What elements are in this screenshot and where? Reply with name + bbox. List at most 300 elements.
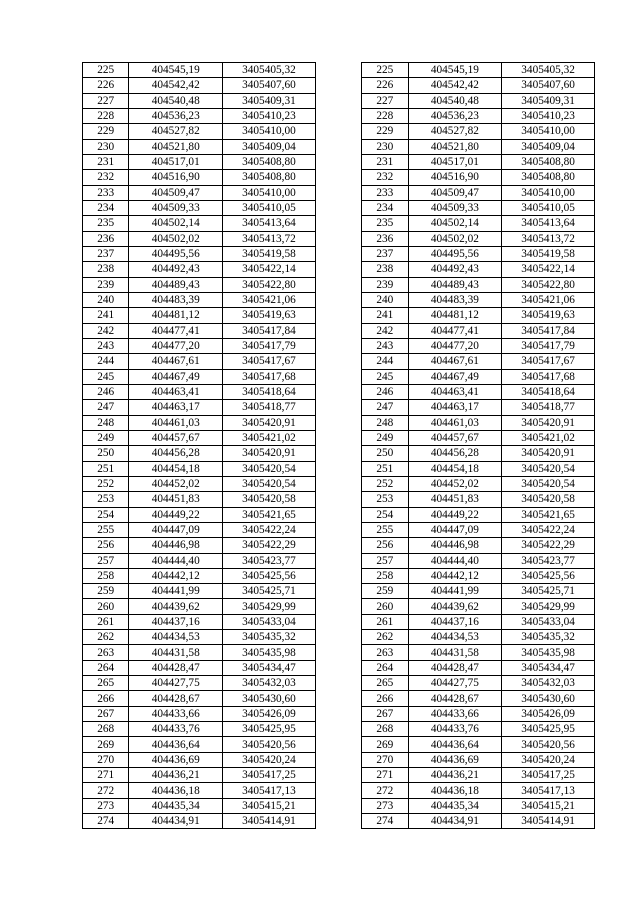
- y-coordinate-cell: 3405410,00: [223, 124, 316, 139]
- y-coordinate-cell-repeat: 3405409,04: [502, 139, 595, 154]
- point-number-cell-repeat: 250: [362, 446, 408, 461]
- x-coordinate-cell: 404439,62: [129, 599, 223, 614]
- point-number-cell-repeat: 225: [362, 63, 408, 78]
- y-coordinate-cell-repeat: 3405417,25: [502, 768, 595, 783]
- point-number-cell: 267: [83, 706, 129, 721]
- point-number-cell-repeat: 253: [362, 492, 408, 507]
- x-coordinate-cell: 404467,61: [129, 354, 223, 369]
- column-gap: [315, 354, 361, 369]
- table-row: [83, 614, 595, 629]
- point-number-cell: 234: [83, 200, 129, 215]
- coordinates-table-body: [83, 63, 595, 829]
- point-number-cell-repeat: 240: [362, 292, 408, 307]
- column-gap: [315, 292, 361, 307]
- point-number-cell-repeat: 226: [362, 78, 408, 93]
- column-gap: [315, 538, 361, 553]
- y-coordinate-cell-repeat: 3405429,99: [502, 599, 595, 614]
- point-number-cell-repeat: 241: [362, 308, 408, 323]
- point-number-cell: 225: [83, 63, 129, 78]
- column-gap: [315, 139, 361, 154]
- y-coordinate-cell-repeat: 3405426,09: [502, 706, 595, 721]
- x-coordinate-cell-repeat: 404442,12: [408, 568, 502, 583]
- point-number-cell: 252: [83, 476, 129, 491]
- point-number-cell: 268: [83, 722, 129, 737]
- point-number-cell-repeat: 264: [362, 660, 408, 675]
- point-number-cell-repeat: 267: [362, 706, 408, 721]
- column-gap: [315, 200, 361, 215]
- point-number-cell-repeat: 256: [362, 538, 408, 553]
- point-number-cell-repeat: 227: [362, 93, 408, 108]
- y-coordinate-cell-repeat: 3405430,60: [502, 691, 595, 706]
- column-gap: [315, 476, 361, 491]
- x-coordinate-cell-repeat: 404477,20: [408, 338, 502, 353]
- column-gap: [315, 277, 361, 292]
- point-number-cell: 248: [83, 415, 129, 430]
- x-coordinate-cell: 404436,18: [129, 783, 223, 798]
- x-coordinate-cell-repeat: 404434,53: [408, 630, 502, 645]
- point-number-cell-repeat: 254: [362, 507, 408, 522]
- point-number-cell-repeat: 242: [362, 323, 408, 338]
- y-coordinate-cell: 3405425,71: [223, 584, 316, 599]
- column-gap: [315, 752, 361, 767]
- x-coordinate-cell: 404452,02: [129, 476, 223, 491]
- point-number-cell-repeat: 232: [362, 170, 408, 185]
- point-number-cell-repeat: 230: [362, 139, 408, 154]
- table-row: [83, 63, 595, 78]
- point-number-cell: 239: [83, 277, 129, 292]
- y-coordinate-cell-repeat: 3405413,64: [502, 216, 595, 231]
- table-row: [83, 400, 595, 415]
- x-coordinate-cell: 404436,64: [129, 737, 223, 752]
- point-number-cell: 236: [83, 231, 129, 246]
- column-gap: [315, 507, 361, 522]
- table-row: [83, 507, 595, 522]
- y-coordinate-cell-repeat: 3405414,91: [502, 814, 595, 829]
- point-number-cell: 228: [83, 108, 129, 123]
- x-coordinate-cell: 404477,20: [129, 338, 223, 353]
- y-coordinate-cell: 3405430,60: [223, 691, 316, 706]
- y-coordinate-cell: 3405417,67: [223, 354, 316, 369]
- y-coordinate-cell-repeat: 3405422,14: [502, 262, 595, 277]
- x-coordinate-cell: 404433,66: [129, 706, 223, 721]
- y-coordinate-cell-repeat: 3405417,84: [502, 323, 595, 338]
- column-gap: [315, 369, 361, 384]
- x-coordinate-cell: 404461,03: [129, 415, 223, 430]
- column-gap: [315, 231, 361, 246]
- x-coordinate-cell-repeat: 404428,67: [408, 691, 502, 706]
- x-coordinate-cell-repeat: 404527,82: [408, 124, 502, 139]
- y-coordinate-cell: 3405420,58: [223, 492, 316, 507]
- point-number-cell: 245: [83, 369, 129, 384]
- y-coordinate-cell-repeat: 3405417,79: [502, 338, 595, 353]
- table-row: [83, 185, 595, 200]
- point-number-cell: 231: [83, 154, 129, 169]
- column-gap: [315, 691, 361, 706]
- point-number-cell: 226: [83, 78, 129, 93]
- column-gap: [315, 170, 361, 185]
- y-coordinate-cell: 3405421,65: [223, 507, 316, 522]
- point-number-cell-repeat: 262: [362, 630, 408, 645]
- y-coordinate-cell: 3405418,77: [223, 400, 316, 415]
- y-coordinate-cell: 3405421,02: [223, 430, 316, 445]
- column-gap: [315, 568, 361, 583]
- table-row: [83, 645, 595, 660]
- x-coordinate-cell-repeat: 404489,43: [408, 277, 502, 292]
- table-row: [83, 246, 595, 261]
- x-coordinate-cell-repeat: 404483,39: [408, 292, 502, 307]
- point-number-cell: 271: [83, 768, 129, 783]
- y-coordinate-cell-repeat: 3405413,72: [502, 231, 595, 246]
- y-coordinate-cell: 3405419,63: [223, 308, 316, 323]
- point-number-cell-repeat: 261: [362, 614, 408, 629]
- point-number-cell-repeat: 255: [362, 522, 408, 537]
- x-coordinate-cell: 404436,21: [129, 768, 223, 783]
- point-number-cell: 232: [83, 170, 129, 185]
- table-row: [83, 768, 595, 783]
- x-coordinate-cell-repeat: 404436,21: [408, 768, 502, 783]
- point-number-cell: 257: [83, 553, 129, 568]
- point-number-cell-repeat: 235: [362, 216, 408, 231]
- column-gap: [315, 415, 361, 430]
- y-coordinate-cell-repeat: 3405423,77: [502, 553, 595, 568]
- point-number-cell: 246: [83, 384, 129, 399]
- x-coordinate-cell: 404433,76: [129, 722, 223, 737]
- y-coordinate-cell-repeat: 3405410,05: [502, 200, 595, 215]
- table-row: [83, 139, 595, 154]
- point-number-cell-repeat: 269: [362, 737, 408, 752]
- x-coordinate-cell: 404435,34: [129, 798, 223, 813]
- y-coordinate-cell-repeat: 3405410,23: [502, 108, 595, 123]
- x-coordinate-cell-repeat: 404428,47: [408, 660, 502, 675]
- table-row: [83, 584, 595, 599]
- y-coordinate-cell-repeat: 3405422,80: [502, 277, 595, 292]
- column-gap: [315, 706, 361, 721]
- column-gap: [315, 645, 361, 660]
- y-coordinate-cell: 3405435,32: [223, 630, 316, 645]
- point-number-cell-repeat: 249: [362, 430, 408, 445]
- column-gap: [315, 63, 361, 78]
- y-coordinate-cell-repeat: 3405421,02: [502, 430, 595, 445]
- point-number-cell: 256: [83, 538, 129, 553]
- x-coordinate-cell-repeat: 404436,64: [408, 737, 502, 752]
- x-coordinate-cell: 404434,91: [129, 814, 223, 829]
- x-coordinate-cell-repeat: 404461,03: [408, 415, 502, 430]
- column-gap: [315, 768, 361, 783]
- point-number-cell-repeat: 263: [362, 645, 408, 660]
- point-number-cell: 235: [83, 216, 129, 231]
- x-coordinate-cell: 404446,98: [129, 538, 223, 553]
- point-number-cell-repeat: 244: [362, 354, 408, 369]
- y-coordinate-cell: 3405432,03: [223, 676, 316, 691]
- table-row: [83, 814, 595, 829]
- column-gap: [315, 185, 361, 200]
- x-coordinate-cell-repeat: 404431,58: [408, 645, 502, 660]
- table-row: [83, 630, 595, 645]
- x-coordinate-cell: 404447,09: [129, 522, 223, 537]
- table-row: [83, 522, 595, 537]
- y-coordinate-cell: 3405420,56: [223, 737, 316, 752]
- point-number-cell: 260: [83, 599, 129, 614]
- y-coordinate-cell-repeat: 3405409,31: [502, 93, 595, 108]
- point-number-cell: 264: [83, 660, 129, 675]
- x-coordinate-cell-repeat: 404495,56: [408, 246, 502, 261]
- point-number-cell-repeat: 243: [362, 338, 408, 353]
- x-coordinate-cell: 404492,43: [129, 262, 223, 277]
- x-coordinate-cell-repeat: 404502,14: [408, 216, 502, 231]
- point-number-cell-repeat: 252: [362, 476, 408, 491]
- y-coordinate-cell-repeat: 3405435,98: [502, 645, 595, 660]
- table-row: [83, 415, 595, 430]
- column-gap: [315, 660, 361, 675]
- x-coordinate-cell-repeat: 404521,80: [408, 139, 502, 154]
- y-coordinate-cell: 3405422,24: [223, 522, 316, 537]
- y-coordinate-cell: 3405420,54: [223, 476, 316, 491]
- x-coordinate-cell-repeat: 404536,23: [408, 108, 502, 123]
- x-coordinate-cell-repeat: 404452,02: [408, 476, 502, 491]
- table-row: [83, 93, 595, 108]
- y-coordinate-cell: 3405420,54: [223, 461, 316, 476]
- y-coordinate-cell: 3405421,06: [223, 292, 316, 307]
- point-number-cell: 272: [83, 783, 129, 798]
- x-coordinate-cell-repeat: 404517,01: [408, 154, 502, 169]
- x-coordinate-cell: 404509,47: [129, 185, 223, 200]
- table-row: [83, 783, 595, 798]
- point-number-cell: 259: [83, 584, 129, 599]
- x-coordinate-cell-repeat: 404467,61: [408, 354, 502, 369]
- point-number-cell: 247: [83, 400, 129, 415]
- point-number-cell-repeat: 258: [362, 568, 408, 583]
- point-number-cell: 263: [83, 645, 129, 660]
- y-coordinate-cell-repeat: 3405417,13: [502, 783, 595, 798]
- y-coordinate-cell-repeat: 3405425,71: [502, 584, 595, 599]
- x-coordinate-cell-repeat: 404436,18: [408, 783, 502, 798]
- table-row: [83, 200, 595, 215]
- table-row: [83, 338, 595, 353]
- y-coordinate-cell-repeat: 3405432,03: [502, 676, 595, 691]
- table-row: [83, 722, 595, 737]
- point-number-cell: 266: [83, 691, 129, 706]
- y-coordinate-cell-repeat: 3405408,80: [502, 154, 595, 169]
- y-coordinate-cell-repeat: 3405422,29: [502, 538, 595, 553]
- column-gap: [315, 722, 361, 737]
- y-coordinate-cell: 3405420,91: [223, 415, 316, 430]
- y-coordinate-cell-repeat: 3405420,24: [502, 752, 595, 767]
- column-gap: [315, 78, 361, 93]
- point-number-cell-repeat: 231: [362, 154, 408, 169]
- point-number-cell: 227: [83, 93, 129, 108]
- table-row: [83, 430, 595, 445]
- point-number-cell-repeat: 229: [362, 124, 408, 139]
- x-coordinate-cell: 404527,82: [129, 124, 223, 139]
- y-coordinate-cell: 3405434,47: [223, 660, 316, 675]
- point-number-cell-repeat: 272: [362, 783, 408, 798]
- y-coordinate-cell: 3405422,80: [223, 277, 316, 292]
- point-number-cell-repeat: 228: [362, 108, 408, 123]
- point-number-cell: 261: [83, 614, 129, 629]
- column-gap: [315, 676, 361, 691]
- column-gap: [315, 599, 361, 614]
- x-coordinate-cell-repeat: 404492,43: [408, 262, 502, 277]
- point-number-cell: 244: [83, 354, 129, 369]
- point-number-cell: 243: [83, 338, 129, 353]
- x-coordinate-cell-repeat: 404441,99: [408, 584, 502, 599]
- table-row: [83, 660, 595, 675]
- table-row: [83, 124, 595, 139]
- y-coordinate-cell: 3405408,80: [223, 154, 316, 169]
- column-gap: [315, 553, 361, 568]
- table-row: [83, 78, 595, 93]
- table-row: [83, 461, 595, 476]
- table-row: [83, 369, 595, 384]
- x-coordinate-cell-repeat: 404444,40: [408, 553, 502, 568]
- x-coordinate-cell: 404483,39: [129, 292, 223, 307]
- y-coordinate-cell-repeat: 3405422,24: [502, 522, 595, 537]
- y-coordinate-cell-repeat: 3405420,54: [502, 476, 595, 491]
- y-coordinate-cell: 3405417,68: [223, 369, 316, 384]
- x-coordinate-cell: 404442,12: [129, 568, 223, 583]
- x-coordinate-cell: 404456,28: [129, 446, 223, 461]
- table-row: [83, 446, 595, 461]
- table-row: [83, 262, 595, 277]
- point-number-cell: 262: [83, 630, 129, 645]
- y-coordinate-cell: 3405419,58: [223, 246, 316, 261]
- point-number-cell-repeat: 247: [362, 400, 408, 415]
- point-number-cell: 273: [83, 798, 129, 813]
- y-coordinate-cell-repeat: 3405421,06: [502, 292, 595, 307]
- y-coordinate-cell: 3405417,79: [223, 338, 316, 353]
- table-row: [83, 308, 595, 323]
- x-coordinate-cell: 404521,80: [129, 139, 223, 154]
- point-number-cell-repeat: 265: [362, 676, 408, 691]
- point-number-cell-repeat: 271: [362, 768, 408, 783]
- x-coordinate-cell: 404517,01: [129, 154, 223, 169]
- x-coordinate-cell-repeat: 404509,33: [408, 200, 502, 215]
- x-coordinate-cell: 404454,18: [129, 461, 223, 476]
- point-number-cell-repeat: 248: [362, 415, 408, 430]
- x-coordinate-cell-repeat: 404481,12: [408, 308, 502, 323]
- x-coordinate-cell: 404463,41: [129, 384, 223, 399]
- x-coordinate-cell: 404449,22: [129, 507, 223, 522]
- x-coordinate-cell-repeat: 404457,67: [408, 430, 502, 445]
- x-coordinate-cell: 404540,48: [129, 93, 223, 108]
- column-gap: [315, 430, 361, 445]
- point-number-cell-repeat: 268: [362, 722, 408, 737]
- x-coordinate-cell: 404457,67: [129, 430, 223, 445]
- point-number-cell-repeat: 259: [362, 584, 408, 599]
- y-coordinate-cell-repeat: 3405425,56: [502, 568, 595, 583]
- column-gap: [315, 154, 361, 169]
- y-coordinate-cell-repeat: 3405410,00: [502, 124, 595, 139]
- point-number-cell: 269: [83, 737, 129, 752]
- point-number-cell: 253: [83, 492, 129, 507]
- point-number-cell-repeat: 239: [362, 277, 408, 292]
- column-gap: [315, 246, 361, 261]
- point-number-cell-repeat: 233: [362, 185, 408, 200]
- x-coordinate-cell: 404489,43: [129, 277, 223, 292]
- column-gap: [315, 737, 361, 752]
- column-gap: [315, 323, 361, 338]
- point-number-cell: 229: [83, 124, 129, 139]
- x-coordinate-cell: 404451,83: [129, 492, 223, 507]
- point-number-cell-repeat: 274: [362, 814, 408, 829]
- y-coordinate-cell: 3405413,72: [223, 231, 316, 246]
- x-coordinate-cell: 404444,40: [129, 553, 223, 568]
- point-number-cell-repeat: 270: [362, 752, 408, 767]
- y-coordinate-cell-repeat: 3405420,56: [502, 737, 595, 752]
- column-gap: [315, 522, 361, 537]
- x-coordinate-cell-repeat: 404477,41: [408, 323, 502, 338]
- x-coordinate-cell-repeat: 404463,17: [408, 400, 502, 415]
- table-row: [83, 568, 595, 583]
- x-coordinate-cell: 404428,67: [129, 691, 223, 706]
- point-number-cell-repeat: 273: [362, 798, 408, 813]
- coordinates-table: [82, 62, 595, 829]
- y-coordinate-cell-repeat: 3405425,95: [502, 722, 595, 737]
- table-row: [83, 492, 595, 507]
- y-coordinate-cell: 3405410,00: [223, 185, 316, 200]
- x-coordinate-cell: 404536,23: [129, 108, 223, 123]
- y-coordinate-cell-repeat: 3405417,67: [502, 354, 595, 369]
- y-coordinate-cell: 3405410,23: [223, 108, 316, 123]
- y-coordinate-cell: 3405410,05: [223, 200, 316, 215]
- y-coordinate-cell: 3405407,60: [223, 78, 316, 93]
- x-coordinate-cell: 404481,12: [129, 308, 223, 323]
- x-coordinate-cell-repeat: 404446,98: [408, 538, 502, 553]
- y-coordinate-cell: 3405417,13: [223, 783, 316, 798]
- x-coordinate-cell-repeat: 404467,49: [408, 369, 502, 384]
- point-number-cell-repeat: 251: [362, 461, 408, 476]
- y-coordinate-cell: 3405423,77: [223, 553, 316, 568]
- y-coordinate-cell: 3405413,64: [223, 216, 316, 231]
- column-gap: [315, 262, 361, 277]
- table-row: [83, 292, 595, 307]
- x-coordinate-cell-repeat: 404436,69: [408, 752, 502, 767]
- x-coordinate-cell: 404542,42: [129, 78, 223, 93]
- x-coordinate-cell-repeat: 404463,41: [408, 384, 502, 399]
- y-coordinate-cell-repeat: 3405420,54: [502, 461, 595, 476]
- point-number-cell: 255: [83, 522, 129, 537]
- y-coordinate-cell-repeat: 3405407,60: [502, 78, 595, 93]
- table-row: [83, 216, 595, 231]
- x-coordinate-cell: 404495,56: [129, 246, 223, 261]
- y-coordinate-cell-repeat: 3405418,64: [502, 384, 595, 399]
- x-coordinate-cell: 404436,69: [129, 752, 223, 767]
- x-coordinate-cell: 404427,75: [129, 676, 223, 691]
- y-coordinate-cell-repeat: 3405408,80: [502, 170, 595, 185]
- table-row: [83, 691, 595, 706]
- point-number-cell: 251: [83, 461, 129, 476]
- x-coordinate-cell: 404463,17: [129, 400, 223, 415]
- x-coordinate-cell-repeat: 404433,76: [408, 722, 502, 737]
- x-coordinate-cell-repeat: 404447,09: [408, 522, 502, 537]
- y-coordinate-cell-repeat: 3405417,68: [502, 369, 595, 384]
- x-coordinate-cell-repeat: 404437,16: [408, 614, 502, 629]
- x-coordinate-cell: 404428,47: [129, 660, 223, 675]
- point-number-cell: 240: [83, 292, 129, 307]
- y-coordinate-cell-repeat: 3405418,77: [502, 400, 595, 415]
- point-number-cell: 254: [83, 507, 129, 522]
- table-row: [83, 599, 595, 614]
- column-gap: [315, 492, 361, 507]
- point-number-cell-repeat: 237: [362, 246, 408, 261]
- column-gap: [315, 814, 361, 829]
- column-gap: [315, 798, 361, 813]
- x-coordinate-cell-repeat: 404433,66: [408, 706, 502, 721]
- point-number-cell: 258: [83, 568, 129, 583]
- x-coordinate-cell-repeat: 404439,62: [408, 599, 502, 614]
- column-gap: [315, 630, 361, 645]
- y-coordinate-cell: 3405418,64: [223, 384, 316, 399]
